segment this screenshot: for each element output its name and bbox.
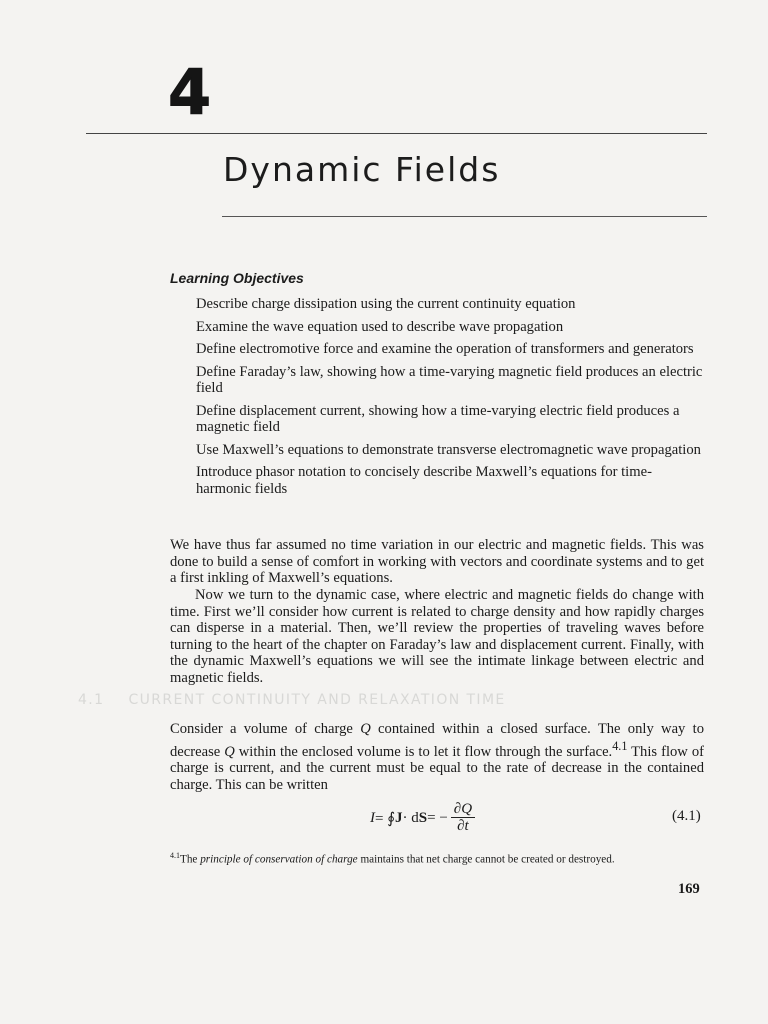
chapter-title: Dynamic Fields xyxy=(223,150,501,189)
section-paragraph: Consider a volume of charge Q contained within a closed surface. The only way to decrease Q within the enclosed volume is to let it flow through the surface.$^{4.1}$ This flow of charge is current, and the current must be equal to the rate of decrease in the contained charge. This can be written xyxy=(170,721,704,793)
charge-variable: Q xyxy=(360,721,371,737)
intro-paragraph-1: We have thus far assumed no time variation in our electric and magnetic fields. This was done to build a sense of comfort in working with vectors and coordinate systems and to get a first inkling of Maxwell’s equations. xyxy=(170,537,704,587)
equation-4-1: I = ∮ J · d S = − $\frac{\partial Q}{\partial t}$ xyxy=(370,801,475,835)
footnote-term: principle of conservation of charge xyxy=(200,853,358,866)
section-title: CURRENT CONTINUITY AND RELAXATION TIME xyxy=(128,692,506,708)
page-number: 169 xyxy=(678,881,700,897)
objective-item: Examine the wave equation used to describe wave propagation xyxy=(196,318,564,335)
intro-paragraph-2: Now we turn to the dynamic case, where electric and magnetic fields do change with time. First we’ll consider how current is related to charge density and how rapidly charges can disperse in a material. Then, we’ll review the properties of traveling waves before turning to the heart of the chapter on Faraday’s law and displacement current. Finally, with the dynamic Maxwell’s equations we will see the intimate linkage between electric and magnetic fields. xyxy=(170,587,704,686)
objective-item: Define displacement current, showing how a time-varying electric field produces a magnetic field xyxy=(196,402,680,435)
section-number: 4.1 xyxy=(78,692,105,708)
surface-vector: S xyxy=(418,809,428,826)
objective-item: Introduce phasor notation to concisely describe Maxwell’s equations for time-harmonic fields xyxy=(196,464,652,497)
chapter-title-rule xyxy=(222,216,707,217)
equation-number: (4.1) xyxy=(672,808,701,824)
objective-item: Describe charge dissipation using the current continuity equation xyxy=(196,296,576,312)
charge-variable: Q xyxy=(224,743,235,760)
chapter-top-rule xyxy=(86,133,707,134)
objective-item: Define electromotive force and examine the operation of transformers and generators xyxy=(196,341,694,357)
footnote: $^{4.1}$The principle of conservation of charge maintains that net charge cannot be created or destroyed. xyxy=(170,851,615,866)
learning-objectives-heading: Learning Objectives xyxy=(170,270,304,286)
footnote-mark: 4.1 xyxy=(170,851,180,860)
current-symbol: I xyxy=(370,809,375,826)
derivative-fraction: $\frac{\partial Q}{\partial t}$ xyxy=(451,801,475,835)
footnote-reference: 4.1 xyxy=(612,738,628,753)
chapter-number: 4 xyxy=(168,56,212,129)
section-heading xyxy=(78,692,530,708)
learning-objectives-list xyxy=(196,296,706,503)
current-density-vector: J xyxy=(395,809,403,826)
objective-item: Use Maxwell’s equations to demonstrate transverse electromagnetic wave propagation xyxy=(196,441,701,458)
objective-item: Define Faraday’s law, showing how a time-varying magnetic field produces an electric field xyxy=(196,363,703,396)
